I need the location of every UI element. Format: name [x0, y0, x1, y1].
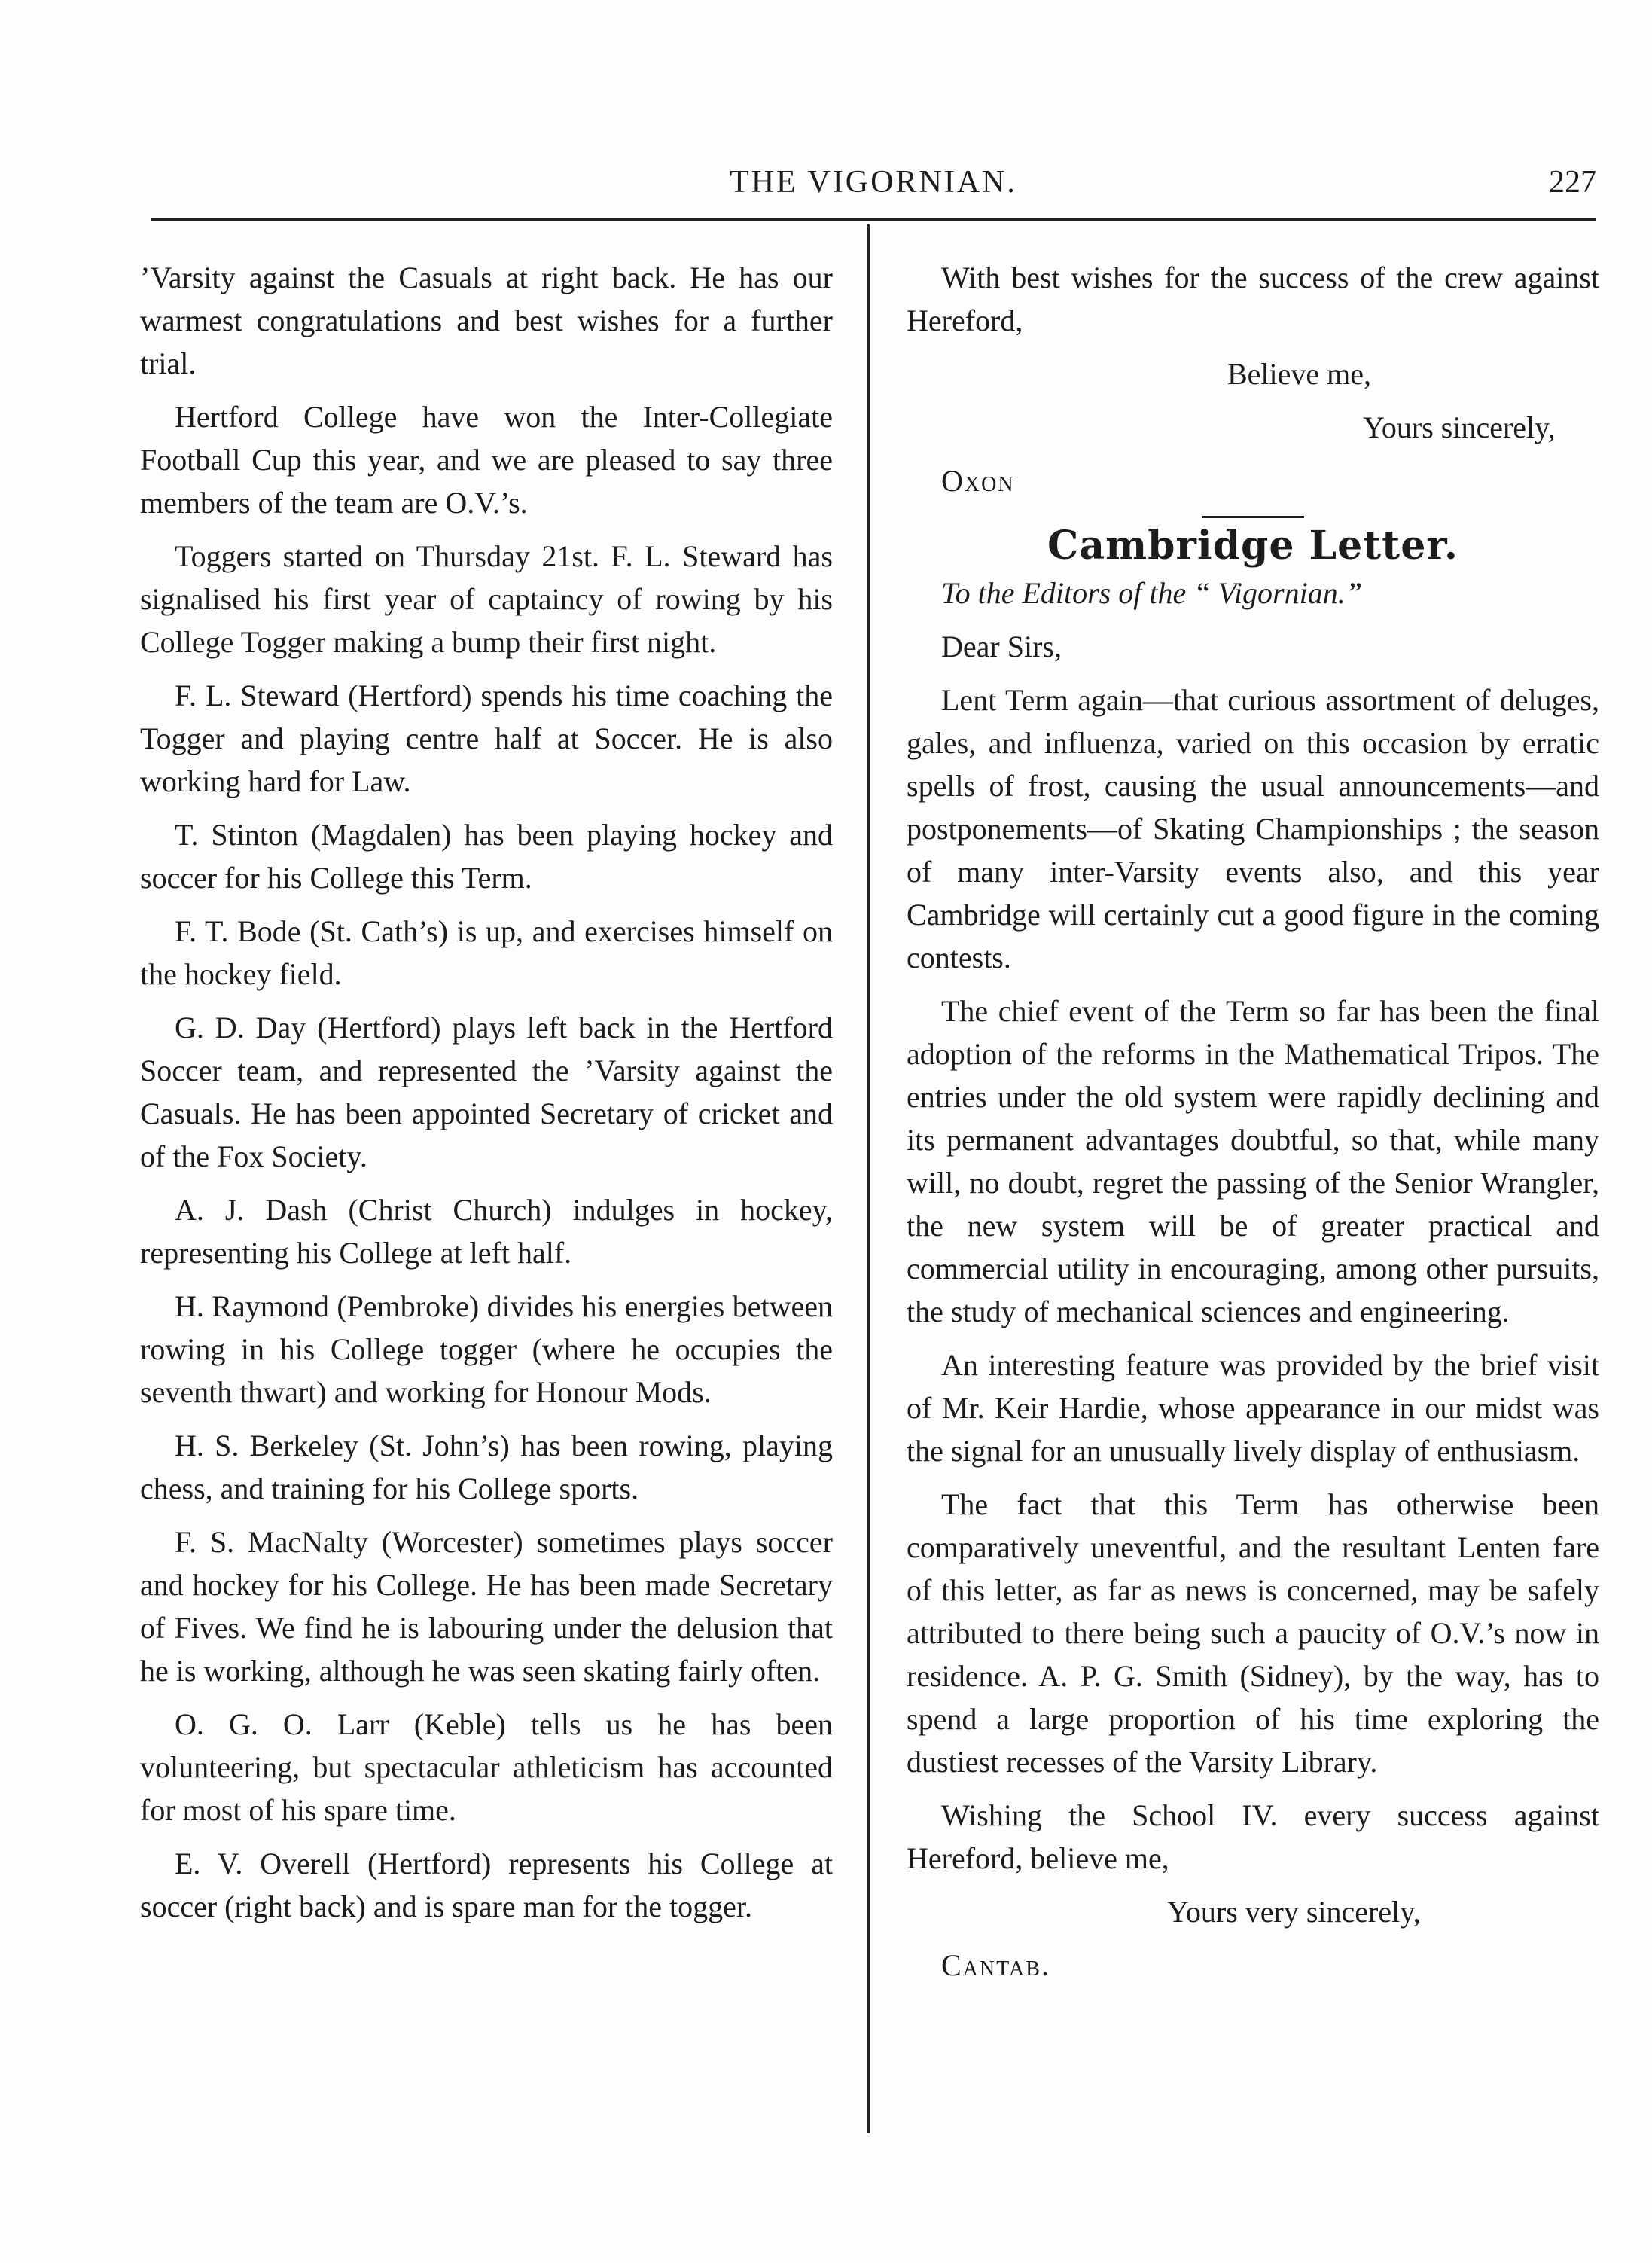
- paragraph: E. V. Overell (Hertford) represents his College at soccer (right back) and is spare man for the togger.: [140, 1847, 833, 1923]
- paragraph: F. T. Bode (St. Cath’s) is up, and exercises himself on the hockey field.: [140, 914, 833, 991]
- page-header: [151, 164, 1596, 209]
- paragraph: T. Stinton (Magdalen) has been playing hockey and soccer for his College this Term.: [140, 818, 833, 895]
- paragraph: G. D. Day (Hertford) plays left back in the Hertford Soccer team, and represented the ’Varsity against the Casuals. He has been appointed Secretary of cricket and of the Fox Society.: [140, 1011, 833, 1173]
- oxford-closing-text: With best wishes for the success of the crew against Hereford,: [907, 261, 1599, 337]
- paragraph: F. S. MacNalty (Worcester) sometimes plays soccer and hockey for his College. He has been made Secretary of Fives. We find he is labouring under the delusion that he is working, although he was seen skating fairly often.: [140, 1525, 833, 1688]
- salutation: Dear Sirs,: [941, 630, 1062, 663]
- paragraph: F. L. Steward (Hertford) spends his time coaching the Togger and playing centre half at Soccer. He is also working hard for Law.: [140, 679, 833, 798]
- yours-sincerely: Yours sincerely,: [1363, 410, 1556, 444]
- believe-me: Believe me,: [1227, 357, 1372, 391]
- paragraph: Hertford College have won the Inter-Collegiate Football Cup this year, and we are pleased to say three members of the team are O.V.’s.: [140, 400, 833, 520]
- paragraph: Lent Term again—that curious assortment of deluges, gales, and influenza, varied on this occasion by erratic spells of frost, causing the usual announcements—and postponements—of Skating Championships ; the season of many inter-Varsity events also, and this year Cambridge will certainly cut a good figure in the coming contests.: [907, 683, 1599, 974]
- paragraph: Wishing the School IV. every success against Hereford, believe me,: [907, 1798, 1599, 1875]
- page-number: 227: [1549, 165, 1596, 200]
- paragraph: O. G. O. Larr (Keble) tells us he has been volunteering, but spectacular athleticism has accounted for most of his spare time.: [140, 1707, 833, 1827]
- paragraph: H. Raymond (Pembroke) divides his energies between rowing in his College togger (where he occupies the seventh thwart) and working for Honour Mods.: [140, 1289, 833, 1409]
- cantab-signature: Cantab.: [941, 1948, 1050, 1982]
- cambridge-subheading: To the Editors of the “ Vigornian.”: [941, 576, 1362, 610]
- paragraph: ’Varsity against the Casuals at right back. He has our warmest congratulations and best wishes for a further trial.: [140, 261, 833, 380]
- column-divider: [867, 224, 870, 2133]
- header-rule: [151, 218, 1596, 221]
- paragraph: The chief event of the Term so far has been the final adoption of the reforms in the Mathematical Tripos. The entries under the old system were rapidly declining and its permanent advantages doubtful, so that, while many will, no doubt, regret the passing of the Senior Wrangler, the new system will be of greater practical and commercial utility in encouraging, among other pursuits, the study of mechanical sciences and engineering.: [907, 994, 1599, 1328]
- cambridge-letter-heading: Cambridge Letter.: [1047, 523, 1458, 569]
- paragraph: An interesting feature was provided by the brief visit of Mr. Keir Hardie, whose appearance in our midst was the signal for an unusually lively display of enthusiasm.: [907, 1348, 1599, 1468]
- oxon-signature: Oxon: [941, 464, 1015, 498]
- paragraph: H. S. Berkeley (St. John’s) has been rowing, playing chess, and training for his College sports.: [140, 1429, 833, 1505]
- paragraph: The fact that this Term has otherwise been comparatively uneventful, and the resultant Lenten fare of this letter, as far as news is concerned, may be safely attributed to there being such a paucity of O.V.’s now in residence. A. P. G. Smith (Sidney), by the way, has to spend a large proportion of his time exploring the dustiest recesses of the Varsity Library.: [907, 1487, 1599, 1779]
- right-column: [907, 256, 1599, 1997]
- section-rule: [1202, 516, 1304, 518]
- journal-title: THE VIGORNIAN.: [730, 165, 1017, 200]
- paragraph: Toggers started on Thursday 21st. F. L. Steward has signalised his first year of captaincy of rowing by his College Togger making a bump their first night.: [140, 539, 833, 659]
- yours-very-sincerely: Yours very sincerely,: [1167, 1895, 1421, 1929]
- paragraph: A. J. Dash (Christ Church) indulges in hockey, representing his College at left half.: [140, 1193, 833, 1270]
- left-column: [140, 256, 833, 1938]
